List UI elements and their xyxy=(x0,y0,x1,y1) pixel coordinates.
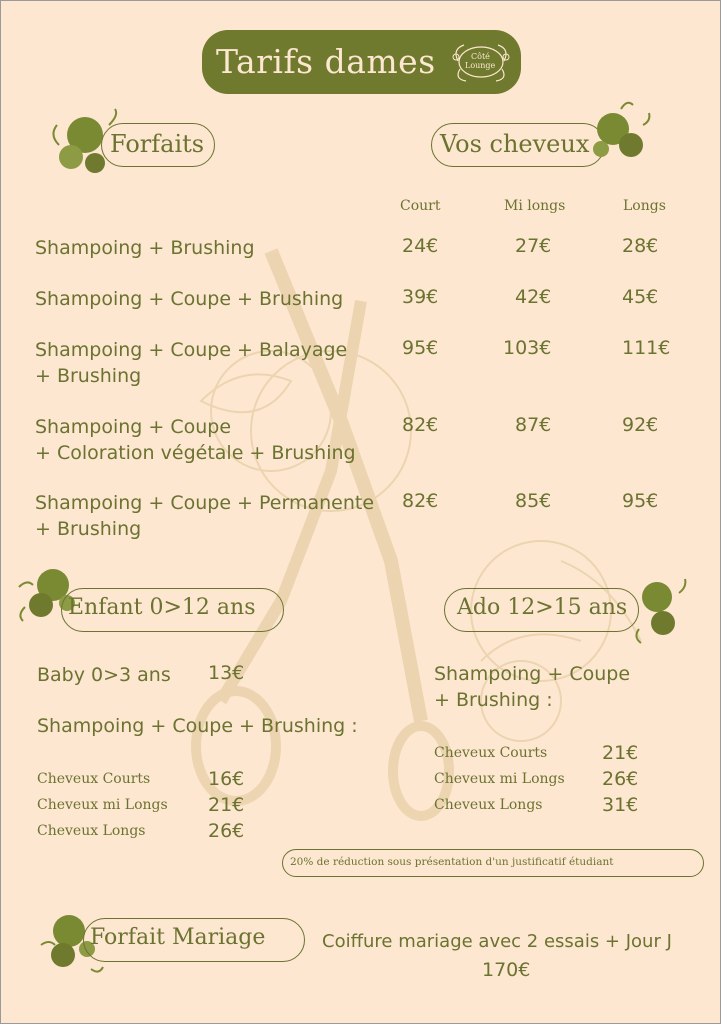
ado-heading-text: Ado 12>15 ans xyxy=(457,595,628,620)
discount-note-text: 20% de réduction sous présentation d'un justificatif étudiant xyxy=(290,856,614,868)
price-court: 24€ xyxy=(402,235,439,257)
forfait-label: Shampoing + Coupe + Permanente xyxy=(35,492,375,514)
price-longs: 28€ xyxy=(622,235,659,257)
baby-label: Baby 0>3 ans xyxy=(37,664,171,686)
enfant-heading-text: Enfant 0>12 ans xyxy=(68,595,256,620)
price-longs: 92€ xyxy=(622,414,659,436)
price-mi-longs: 103€ xyxy=(503,337,552,359)
mariage-heading-text: Forfait Mariage xyxy=(90,925,266,950)
enfant-item-label: Cheveux Courts xyxy=(37,771,151,787)
column-header-mi-longs: Mi longs xyxy=(504,198,566,214)
mariage-description: Coiffure mariage avec 2 essais + Jour J xyxy=(322,931,672,952)
enfant-service: Shampoing + Coupe + Brushing : xyxy=(37,715,358,737)
ado-item-price: 21€ xyxy=(602,742,639,764)
forfait-label: Shampoing + Coupe + Brushing xyxy=(35,288,344,310)
ado-item-price: 26€ xyxy=(602,768,639,790)
column-header-longs: Longs xyxy=(623,198,666,214)
price-court: 39€ xyxy=(402,286,439,308)
price-mi-longs: 42€ xyxy=(515,286,552,308)
price-court: 82€ xyxy=(402,414,439,436)
hair-length-heading-text: Vos cheveux xyxy=(440,130,590,158)
ado-item-label: Cheveux Courts xyxy=(434,745,548,761)
ado-item-label: Cheveux mi Longs xyxy=(434,771,565,787)
price-mi-longs: 27€ xyxy=(515,235,552,257)
baby-price: 13€ xyxy=(208,662,245,684)
enfant-item-label: Cheveux mi Longs xyxy=(37,797,168,813)
ado-service-line1: Shampoing + Coupe xyxy=(434,663,631,685)
enfant-item-price: 21€ xyxy=(208,794,245,816)
forfaits-heading-text: Forfaits xyxy=(110,130,205,158)
page-title: Tarifs dames xyxy=(216,42,436,81)
enfant-item-price: 26€ xyxy=(208,820,245,842)
ado-service-line2: + Brushing : xyxy=(434,689,553,711)
flower-icon xyxy=(629,573,691,647)
logo-text-line1: Côté xyxy=(471,52,490,61)
flower-icon xyxy=(581,95,653,175)
forfait-label: Shampoing + Brushing xyxy=(35,237,255,259)
forfait-label-line2: + Brushing xyxy=(35,365,142,387)
hair-length-heading xyxy=(431,123,605,167)
price-court: 95€ xyxy=(402,337,439,359)
price-mi-longs: 87€ xyxy=(515,414,552,436)
price-longs: 111€ xyxy=(622,337,671,359)
ado-heading xyxy=(444,588,639,632)
logo-text-line2: Lounge xyxy=(465,61,496,70)
enfant-item-label: Cheveux Longs xyxy=(37,823,146,839)
price-longs: 95€ xyxy=(622,490,659,512)
forfait-label: Shampoing + Coupe xyxy=(35,416,232,438)
mariage-price: 170€ xyxy=(482,959,531,981)
forfait-label: Shampoing + Coupe + Balayage xyxy=(35,339,348,361)
price-longs: 45€ xyxy=(622,286,659,308)
forfaits-heading xyxy=(101,123,215,167)
mariage-heading xyxy=(83,918,305,962)
column-header-court: Court xyxy=(400,198,441,214)
forfait-label-line2: + Coloration végétale + Brushing xyxy=(35,442,356,464)
enfant-heading xyxy=(61,588,284,632)
student-discount-note xyxy=(282,849,704,877)
forfait-label-line2: + Brushing xyxy=(35,518,142,540)
ado-item-price: 31€ xyxy=(602,794,639,816)
ado-item-label: Cheveux Longs xyxy=(434,797,543,813)
price-mi-longs: 85€ xyxy=(515,490,552,512)
title-badge xyxy=(202,30,521,94)
enfant-item-price: 16€ xyxy=(208,768,245,790)
price-court: 82€ xyxy=(402,490,439,512)
